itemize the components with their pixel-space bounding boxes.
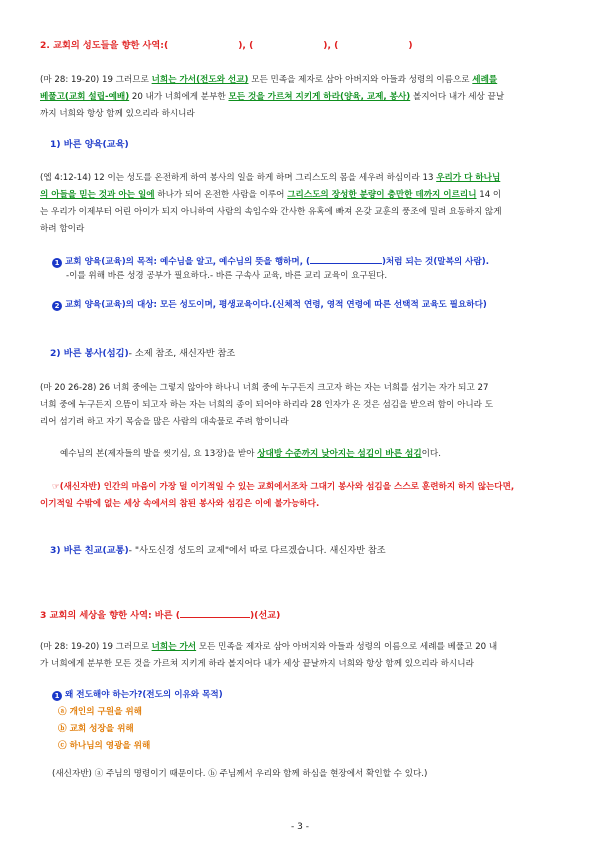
subsection-service-title: 2) 바른 봉사(섬김)- 소제 참조, 새신자반 참조 <box>50 348 236 359</box>
verse-ephesians-line1: (엡 4:12-14) 12 이는 성도를 온전하게 하여 봉사의 일을 하게 하며 그리스도의 몸을 세우려 하심이라 13 우리가 다 하나님 <box>40 173 501 183</box>
new-believer-evangelism-note: (새신자반) ⓐ 주님의 명령이기 때문이다. ⓑ 주님께서 우리와 함께 하심을 현장에서 확인할 수 있다.) <box>52 769 428 779</box>
why-evangelize-point: 1 왜 전도해야 하는가?(전도의 이유와 목적) <box>52 689 223 701</box>
section-3-title: 3 교회의 세상을 향한 사역: 바른 ( )(선교) <box>40 610 281 621</box>
verse-ephesians-line4: 하려 함이라 <box>40 224 85 234</box>
new-believer-note-line2: 이기적일 수밖에 없는 세상 속에서의 참된 봉사와 섬김은 이에 불가능하다. <box>40 499 320 509</box>
number-two-bullet-icon: 2 <box>52 301 62 311</box>
reason-c: ⓒ 하나님의 영광을 위해 <box>58 741 151 751</box>
reason-b: ⓑ 교회 성장을 위해 <box>58 724 134 734</box>
page-number: - 3 - <box>291 822 309 832</box>
verse-matthew-20-line1: (마 20 26-28) 26 너희 중에는 그렇지 않아야 하나니 너희 중에 누구든지 크고자 하는 자는 너희를 섬기는 자가 되고 27 <box>40 383 489 393</box>
verse-matthew-20-line2: 너희 중에 누구든지 으뜸이 되고자 하는 자는 너희의 종이 되어야 하리라 28 인자가 온 것은 섬김을 받으려 함이 아니라 도 <box>40 400 494 410</box>
education-purpose-note: -이를 위해 바른 성경 공부가 필요하다.- 바른 구속사 교육, 바른 교리 교육이 요구된다. <box>66 271 388 281</box>
reason-a: ⓐ 개인의 구원을 위해 <box>58 707 142 717</box>
verse-ephesians-line3: 는 우리가 이제부터 어린 아이가 되지 아니하여 사람의 속임수와 간사한 유혹에 빠져 온갖 교훈의 풍조에 밀려 요동하지 않게 <box>40 207 502 217</box>
verse-matthew-28b-line1: (마 28: 19-20) 19 그러므로 너희는 가서 모든 민족을 제자로 삼아 아버지와 아들과 성령의 이름으로 세례를 베풀고 20 내 <box>40 642 498 652</box>
number-one-bullet-icon: 1 <box>52 258 62 268</box>
education-purpose-point: 1 교회 양육(교육)의 목적: 예수님을 알고, 예수님의 뜻을 행하며, ( )처럼 되는 것(말복의 사람). <box>52 254 489 268</box>
subsection-education-title: 1) 바른 양육(교육) <box>50 139 129 150</box>
new-believer-note-line1: ☞(새신자반) 인간의 마음이 가장 덜 이기적일 수 있는 교회에서조차 그대기 봉사와 섬김을 스스로 훈련하지 하지 않는다면, <box>52 482 515 492</box>
service-example-line: 예수님의 본(제자들의 발을 씻기심, 요 13장)을 받아 상대방 수준까지 낮아지는 섬김이 바른 섬김이다. <box>60 449 441 459</box>
verse-matthew-28-line1: (마 28: 19-20) 19 그러므로 너희는 가서(전도와 선교) 모든 민족을 제자로 삼아 아버지와 아들과 성령의 이름으로 세례를 <box>40 75 498 85</box>
subsection-fellowship-title: 3) 바른 친교(교통)- "사도신경 성도의 교제"에서 따로 다르겠습니다. 새신자반 참조 <box>50 545 386 556</box>
number-one-bullet-icon: 1 <box>52 691 62 701</box>
verse-matthew-28-line2: 베풀고(교회 설립-예배) 20 내가 너희에게 분부한 모든 것을 가르쳐 지키게 하라(양육, 교제, 봉사) 볼지어다 내가 세상 끝날 <box>40 92 505 102</box>
section-2-title: 2. 교회의 성도들을 향한 사역:( ), ( ), ( ) <box>40 40 413 51</box>
verse-ephesians-line2: 의 아들을 믿는 것과 아는 일에 하나가 되어 온전한 사람을 이루어 그리스도의 장성한 분량이 충만한 데까지 이르리니 14 이 <box>40 190 502 200</box>
verse-matthew-28-line3: 까지 너희와 항상 함께 있으리라 하시니라 <box>40 109 195 119</box>
verse-matthew-20-line3: 리어 섬기려 하고 자기 목숨을 많은 사람의 대속물로 주려 함이니라 <box>40 417 289 427</box>
education-target-point: 2 교회 양육(교육)의 대상: 모든 성도이며, 평생교육이다.(신체적 연령, 영적 연령에 따른 선택적 교육도 필요하다) <box>52 299 487 311</box>
verse-matthew-28b-line2: 가 너희에게 분부한 모든 것을 가르쳐 지키게 하라 볼지어다 내가 세상 끝날까지 너희와 항상 함께 있으리라 하시니라 <box>40 659 474 669</box>
